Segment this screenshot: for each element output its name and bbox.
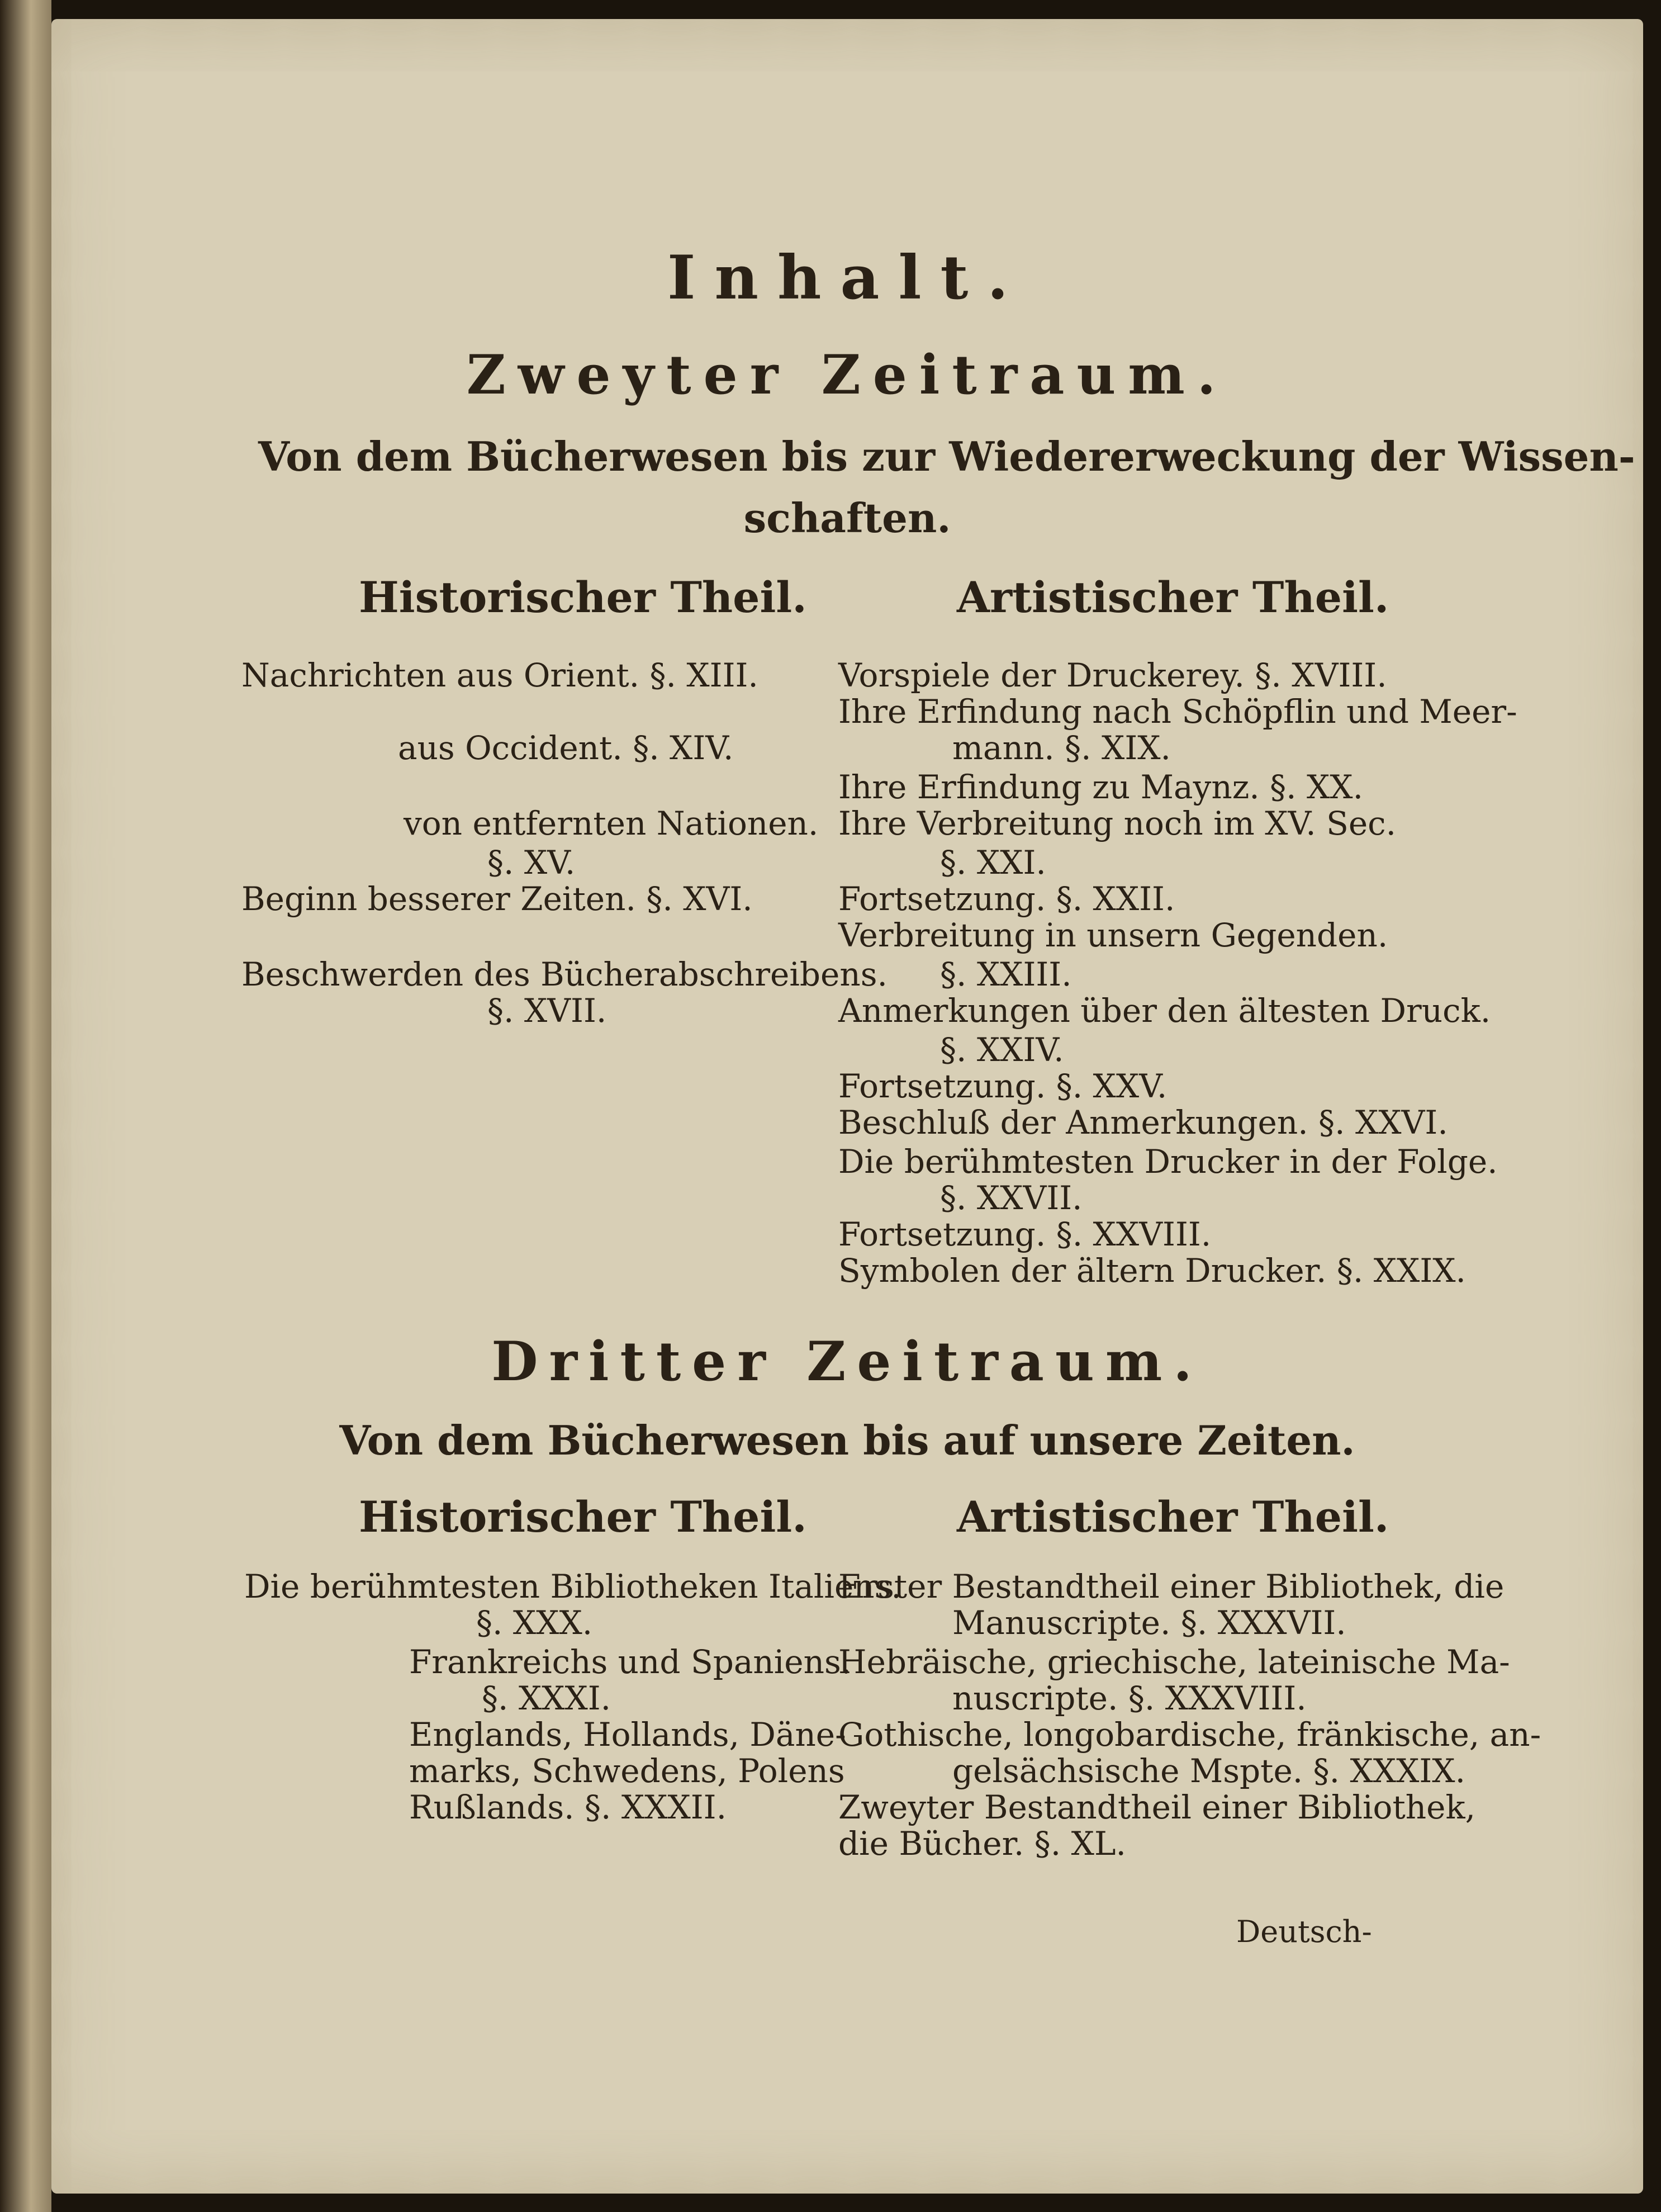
period2-hist-line: §. XVII. <box>487 992 607 1030</box>
period2-art-line: Fortsetzung. §. XXV. <box>838 1067 1168 1105</box>
period3-art-line: gelsächsische Mspte. §. XXXIX. <box>952 1752 1466 1790</box>
period3-hist-line: Frankreichs und Spaniens. <box>409 1643 852 1681</box>
catchword: Deutsch- <box>1236 1914 1372 1949</box>
period2-subtitle-line1: Von dem Bücherwesen bis zur Wiedererweckung der Wissen- <box>258 433 1635 480</box>
period2-subtitle-line2: schaften. <box>743 494 951 542</box>
period3-hist-line: marks, Schwedens, Polens <box>409 1752 845 1790</box>
period3-hist-line: Rußlands. §. XXXII. <box>409 1788 727 1826</box>
period2-art-line: §. XXI. <box>940 844 1046 882</box>
period2-hist-line: Beginn besserer Zeiten. §. XVI. <box>241 880 753 918</box>
period2-art-line: §. XXIII. <box>940 955 1072 993</box>
page-heading: Inhalt. <box>667 243 1028 313</box>
period2-art-line: Ihre Verbreitung noch im XV. Sec. <box>838 804 1397 842</box>
period3-subtitle: Von dem Bücherwesen bis auf unsere Zeiten. <box>339 1417 1355 1464</box>
period2-art-line: Symbolen der ältern Drucker. §. XXIX. <box>838 1252 1466 1290</box>
period2-hist-line: von entfernten Nationen. <box>404 804 819 842</box>
period2-art-line: Ihre Erfindung nach Schöpflin und Meer- <box>838 693 1517 731</box>
period3-hist-line: §. XXXI. <box>482 1679 611 1717</box>
period2-hist-line: Beschwerden des Bücherabschreibens. <box>241 955 888 993</box>
book-page <box>51 19 1643 2194</box>
period2-hist-line: §. XV. <box>487 844 576 882</box>
period2-art-line: Beschluß der Anmerkungen. §. XXVI. <box>838 1103 1448 1141</box>
period2-hist-header: Historischer Theil. <box>359 572 807 622</box>
period3-hist-line: §. XXX. <box>476 1604 593 1642</box>
period2-art-line: Die berühmtesten Drucker in der Folge. <box>838 1143 1498 1181</box>
period2-art-line: Verbreitung in unsern Gegenden. <box>838 916 1388 954</box>
period3-hist-line: Die berühmtesten Bibliotheken Italiens. <box>244 1567 901 1605</box>
period2-art-line: §. XXIV. <box>940 1031 1064 1069</box>
period3-art-line: Gothische, longobardische, fränkische, an- <box>838 1716 1541 1754</box>
period2-art-line: §. XXVII. <box>940 1179 1083 1217</box>
period2-art-header: Artistischer Theil. <box>957 572 1389 622</box>
period3-hist-header: Historischer Theil. <box>359 1492 807 1542</box>
period3-art-header: Artistischer Theil. <box>957 1492 1389 1542</box>
period3-art-line: die Bücher. §. XL. <box>838 1825 1126 1863</box>
period3-art-line: Hebräische, griechische, lateinische Ma- <box>838 1643 1510 1681</box>
period3-art-line: nuscripte. §. XXXVIII. <box>952 1679 1307 1717</box>
period3-title: Dritter Zeitraum. <box>491 1330 1203 1393</box>
period2-art-line: Fortsetzung. §. XXVIII. <box>838 1215 1212 1253</box>
period3-art-line: Manuscripte. §. XXXVII. <box>952 1604 1346 1642</box>
period3-hist-line: Englands, Hollands, Däne- <box>409 1716 846 1754</box>
book-gutter <box>0 0 51 2212</box>
period2-art-line: Anmerkungen über den ältesten Druck. <box>838 992 1491 1030</box>
period3-art-line: Erster Bestandtheil einer Bibliothek, die <box>838 1567 1505 1605</box>
period2-hist-line: aus Occident. §. XIV. <box>398 729 734 767</box>
period2-art-line: Vorspiele der Druckerey. §. XVIII. <box>838 656 1387 694</box>
period3-art-line: Zweyter Bestandtheil einer Bibliothek, <box>838 1788 1476 1826</box>
period2-art-line: Fortsetzung. §. XXII. <box>838 880 1175 918</box>
period2-art-line: Ihre Erfindung zu Maynz. §. XX. <box>838 768 1364 806</box>
period2-hist-line: Nachrichten aus Orient. §. XIII. <box>241 656 758 694</box>
period2-title: Zweyter Zeitraum. <box>466 343 1228 406</box>
period2-art-line: mann. §. XIX. <box>952 729 1171 767</box>
